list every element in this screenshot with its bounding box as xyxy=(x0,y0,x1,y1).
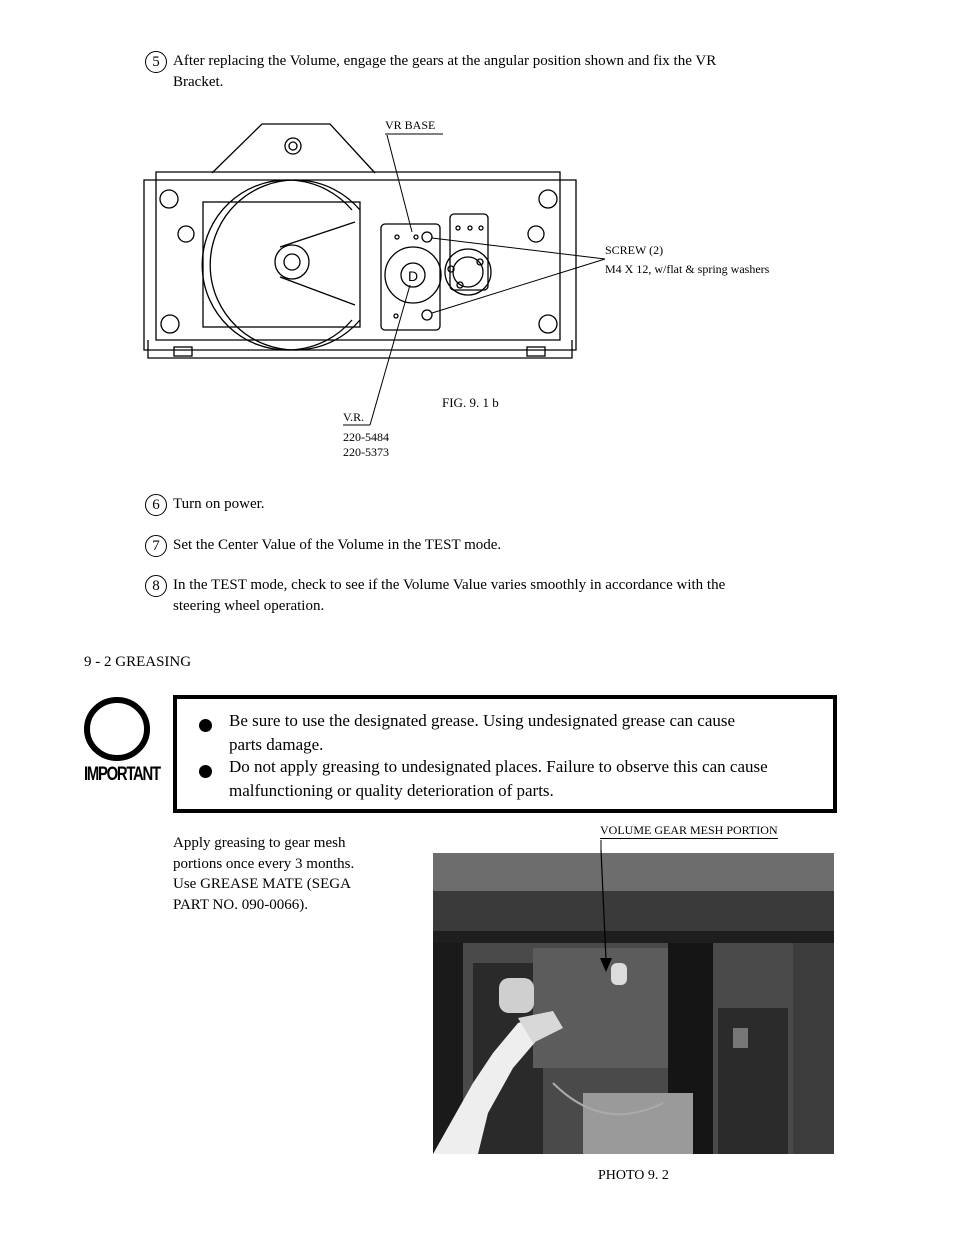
step-5-number: 5 xyxy=(145,51,167,73)
step-8-line-2: steering wheel operation. xyxy=(173,598,325,614)
step-8-line-1: In the TEST mode, check to see if the Volume Value varies smoothly in accordance with the xyxy=(173,577,726,593)
section-heading: 9 - 2 GREASING xyxy=(84,654,192,670)
notice-1-line-2: parts damage. xyxy=(229,735,324,754)
step-5-line-1: After replacing the Volume, engage the gears at the angular position shown and fix the VR xyxy=(173,53,717,69)
step-6-text: Turn on power. xyxy=(173,496,265,512)
step-7-text: Set the Center Value of the Volume in the TEST mode. xyxy=(173,537,502,553)
notice-2-line-2: malfunctioning or quality deterioration of parts. xyxy=(229,781,554,800)
vr-part-number-1: 220-5484 xyxy=(343,430,389,444)
figure-caption: FIG. 9. 1 b xyxy=(442,395,499,410)
screw-spec: M4 X 12, w/flat & spring washers xyxy=(605,262,770,276)
vr-part-number-2: 220-5373 xyxy=(343,445,389,459)
step-5-line-2: Bracket. xyxy=(173,74,224,90)
notice-2-line-1: Do not apply greasing to undesignated places. Failure to observe this can cause xyxy=(229,757,768,776)
step-6-number: 6 xyxy=(145,494,167,516)
greasing-line-2: portions once every 3 months. xyxy=(173,855,355,872)
vr-base-label: VR BASE xyxy=(385,118,436,132)
important-label: IMPORTANT xyxy=(84,764,160,785)
vr-label: V.R. xyxy=(343,410,365,424)
notice-1-line-1: Be sure to use the designated grease. Using undesignated grease can cause xyxy=(229,711,736,730)
photo-callout-text: VOLUME GEAR MESH PORTION xyxy=(600,823,778,837)
step-7-number: 7 xyxy=(145,535,167,557)
greasing-line-4: PART NO. 090-0066). xyxy=(173,896,308,913)
greasing-line-1: Apply greasing to gear mesh xyxy=(173,835,346,851)
svg-text:D: D xyxy=(408,268,419,284)
greasing-line-3: Use GREASE MATE (SEGA xyxy=(173,876,351,892)
step-8-number: 8 xyxy=(145,575,167,597)
photo-caption: PHOTO 9. 2 xyxy=(598,1168,669,1183)
screw-label: SCREW (2) xyxy=(605,243,664,257)
